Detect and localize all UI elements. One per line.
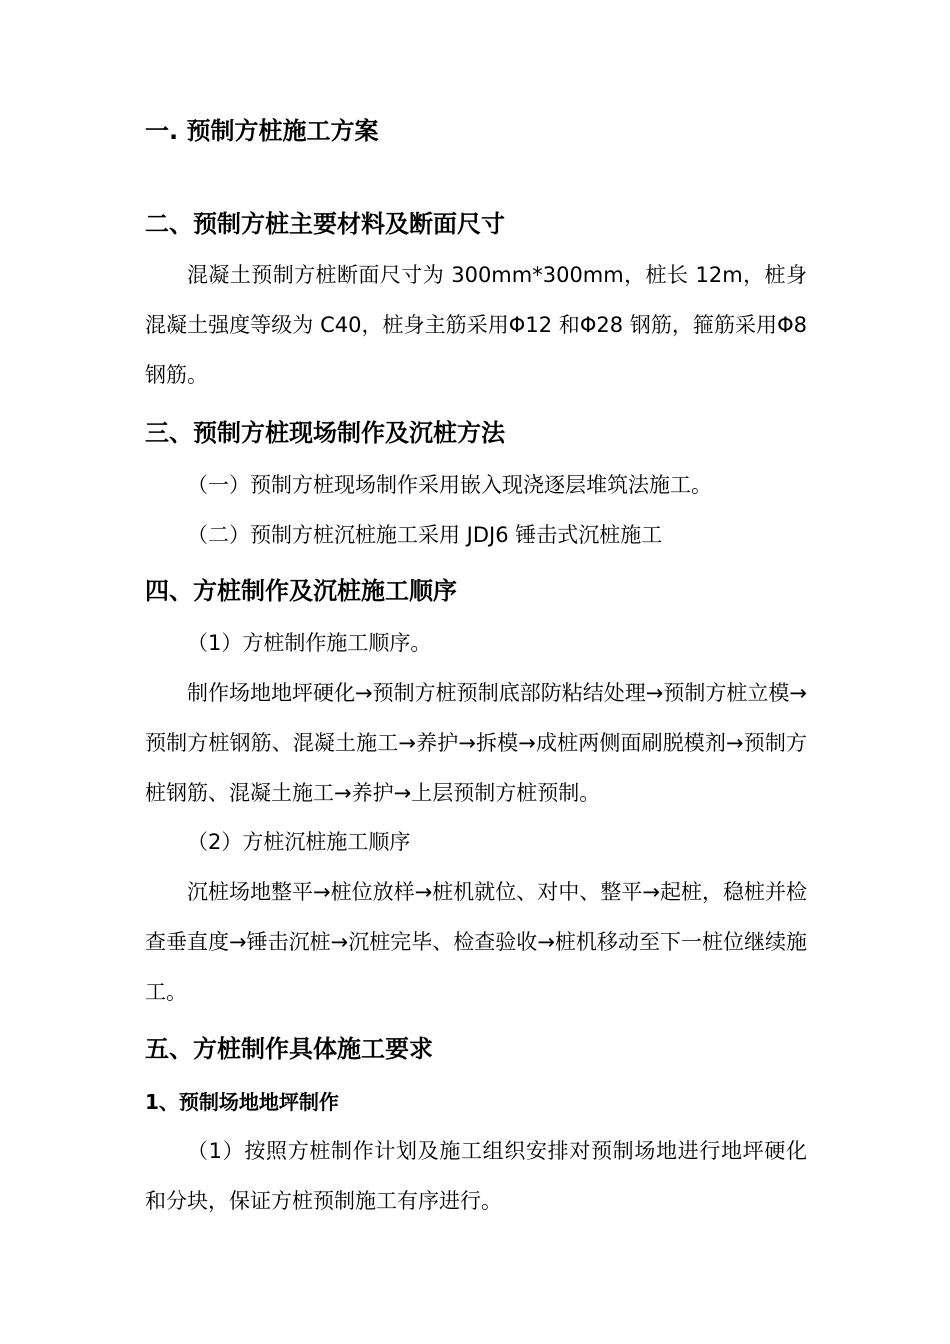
section-4-subheading-1: （1）方桩制作施工顺序。 — [187, 631, 432, 655]
section-4-paragraph-2: 沉桩场地整平→桩位放样→桩机就位、对中、整平→起桩，稳桩并检查垂直度→锤击沉桩→沉桩完毕、检查验收→桩机移动至下一桩位继续施工。 — [145, 880, 807, 1004]
section-4-paragraph-1: 制作场地地坪硬化→预制方桩预制底部防粘结处理→预制方桩立模→预制方桩钢筋、混凝土施工→养护→拆模→成桩两侧面刷脱模剂→预制方桩钢筋、混凝土施工→养护→上层预制方桩预制。 — [145, 681, 807, 805]
section-5-heading: 五、方桩制作具体施工要求 — [145, 1035, 433, 1063]
section-5-paragraph-1: （1）按照方桩制作计划及施工组织安排对预制场地进行地坪硬化和分块，保证方桩预制施工有序进行。 — [145, 1139, 807, 1213]
section-1-heading: 一. 预制方桩施工方案 — [145, 117, 379, 145]
section-4-heading: 四、方桩制作及沉桩施工顺序 — [145, 577, 457, 605]
section-2-heading: 二、预制方桩主要材料及断面尺寸 — [145, 210, 505, 238]
section-3-item-2: （二）预制方桩沉桩施工采用 JDJ6 锤击式沉桩施工 — [187, 523, 663, 547]
section-5-subheading-1: 1、预制场地地坪制作 — [145, 1090, 339, 1114]
section-2-paragraph: 混凝土预制方桩断面尺寸为 300mm*300mm，桩长 12m，桩身混凝土强度等级为 C40，桩身主筋采用Φ12 和Φ28 钢筋，箍筋采用Φ8 钢筋。 — [145, 263, 807, 387]
section-4-subheading-2: （2）方桩沉桩施工顺序 — [187, 830, 411, 854]
section-3-item-1: （一）预制方桩现场制作采用嵌入现浇逐层堆筑法施工。 — [187, 473, 712, 497]
section-3-heading: 三、预制方桩现场制作及沉桩方法 — [145, 419, 505, 447]
